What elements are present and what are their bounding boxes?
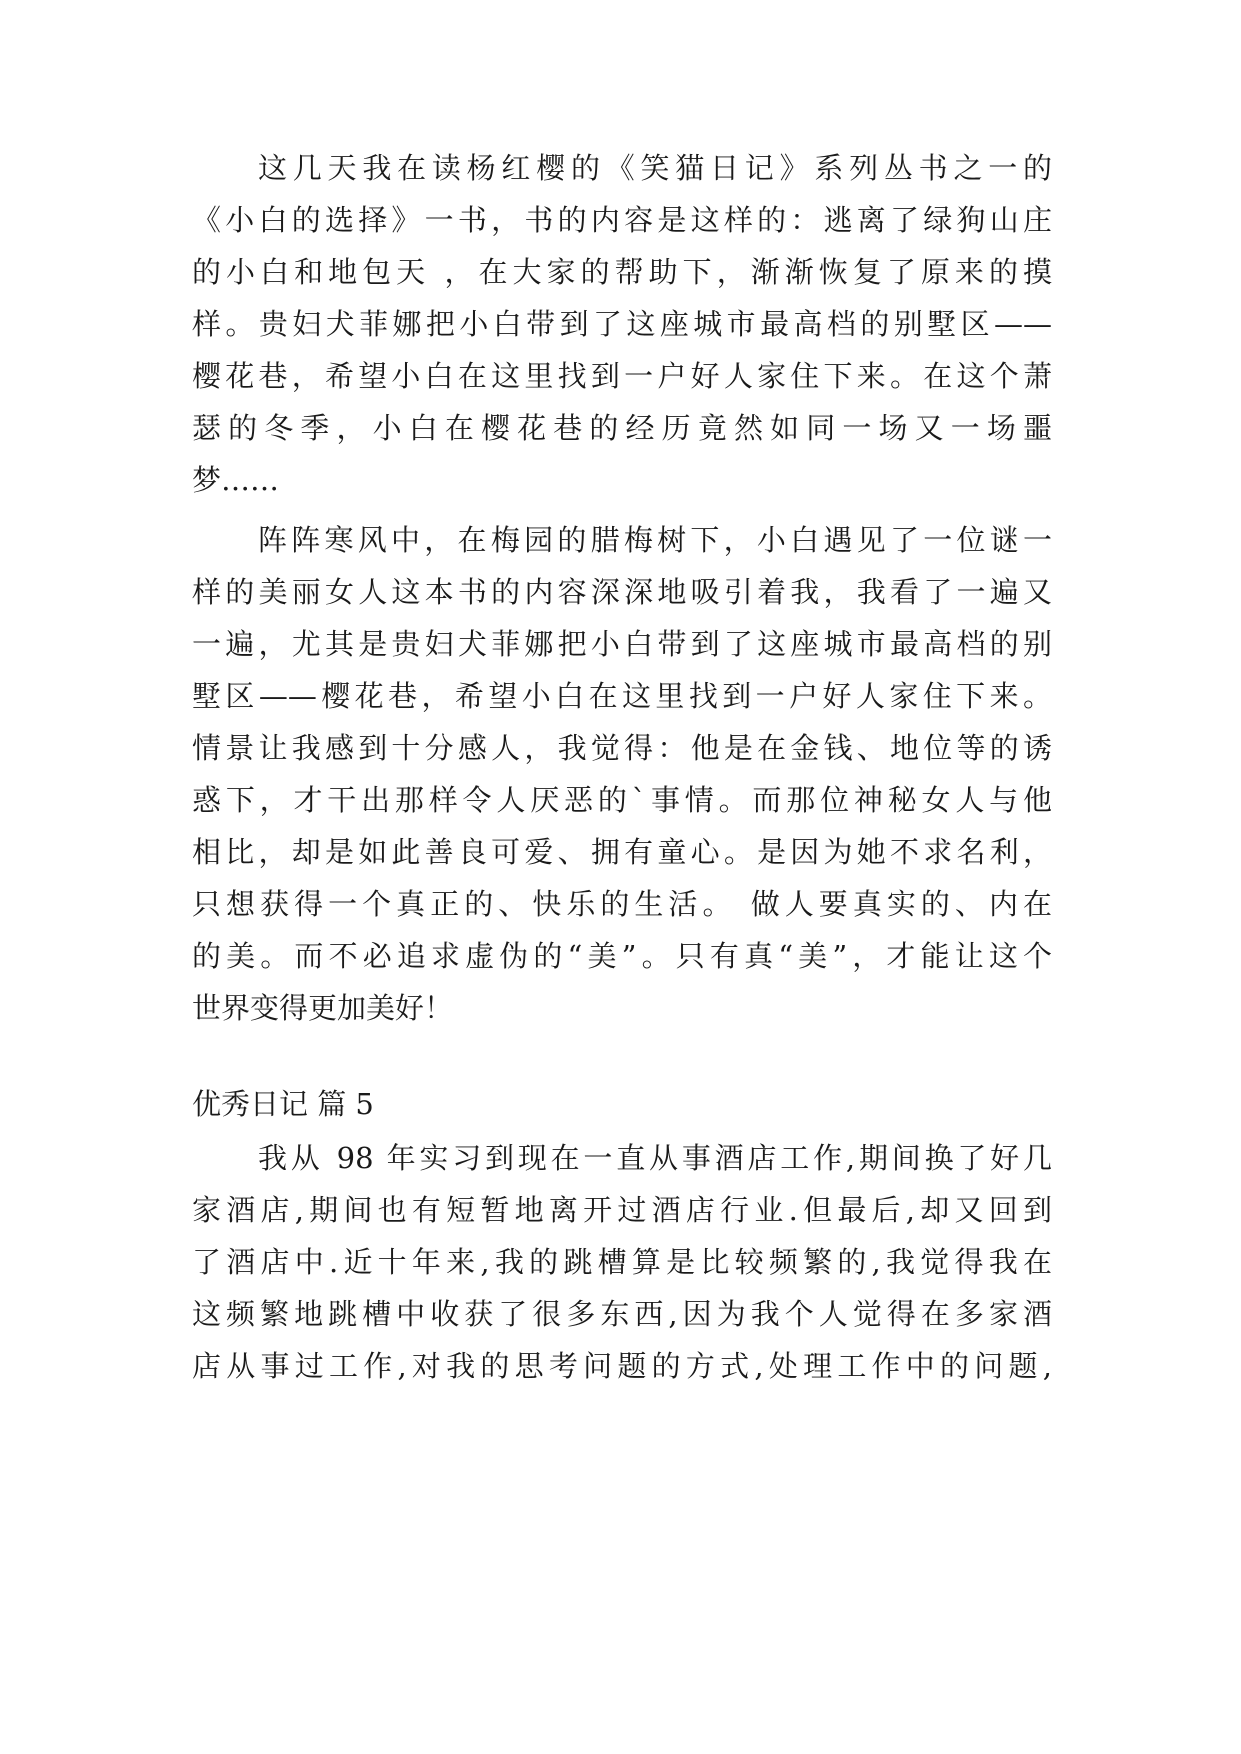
paragraph-line: 的美。而不必追求虚伪的“美”。只有真“美”，才能让这个 — [192, 939, 1052, 973]
paragraph-line: 的小白和地包天 ，在大家的帮助下，渐渐恢复了原来的摸 — [192, 255, 1052, 289]
paragraph-line: 惑下，才干出那样令人厌恶的`事情。而那位神秘女人与他 — [192, 783, 1052, 817]
paragraph-line: 样的美丽女人这本书的内容深深地吸引着我，我看了一遍又 — [192, 575, 1052, 609]
paragraph-line: 这频繁地跳槽中收获了很多东西,因为我个人觉得在多家酒 — [192, 1297, 1052, 1331]
paragraph-line: 了酒店中.近十年来,我的跳槽算是比较频繁的,我觉得我在 — [192, 1245, 1052, 1279]
paragraph-line: 瑟的冬季，小白在樱花巷的经历竟然如同一场又一场噩 — [192, 411, 1052, 445]
paragraph-line: 阵阵寒风中，在梅园的腊梅树下，小白遇见了一位谜一 — [258, 523, 1052, 557]
paragraph-line: 只想获得一个真正的、快乐的生活。 做人要真实的、内在 — [192, 887, 1052, 921]
paragraph-line: 《小白的选择》一书，书的内容是这样的：逃离了绿狗山庄 — [192, 203, 1052, 237]
paragraph-line: 墅区——樱花巷，希望小白在这里找到一户好人家住下来。 — [192, 679, 1052, 713]
paragraph-line: 相比，却是如此善良可爱、拥有童心。是因为她不求名利， — [192, 835, 1052, 869]
paragraph-line: 我从 98 年实习到现在一直从事酒店工作,期间换了好几 — [258, 1141, 1052, 1175]
paragraph-line: 情景让我感到十分感人，我觉得：他是在金钱、地位等的诱 — [192, 731, 1052, 765]
paragraph-line: 这几天我在读杨红樱的《笑猫日记》系列丛书之一的 — [258, 151, 1052, 185]
section-heading: 优秀日记 篇 5 — [192, 1087, 374, 1121]
paragraph-line: 一遍，尤其是贵妇犬菲娜把小白带到了这座城市最高档的别 — [192, 627, 1052, 661]
paragraph-line: 樱花巷，希望小白在这里找到一户好人家住下来。在这个萧 — [192, 359, 1052, 393]
paragraph-line: 样。贵妇犬菲娜把小白带到了这座城市最高档的别墅区—— — [192, 307, 1052, 341]
paragraph-line: 店从事过工作,对我的思考问题的方式,处理工作中的问题, — [192, 1349, 1052, 1383]
paragraph-line: 家酒店,期间也有短暂地离开过酒店行业.但最后,却又回到 — [192, 1193, 1052, 1227]
paragraph-line: 世界变得更加美好！ — [192, 991, 454, 1025]
paragraph-line: 梦…… — [192, 463, 280, 497]
